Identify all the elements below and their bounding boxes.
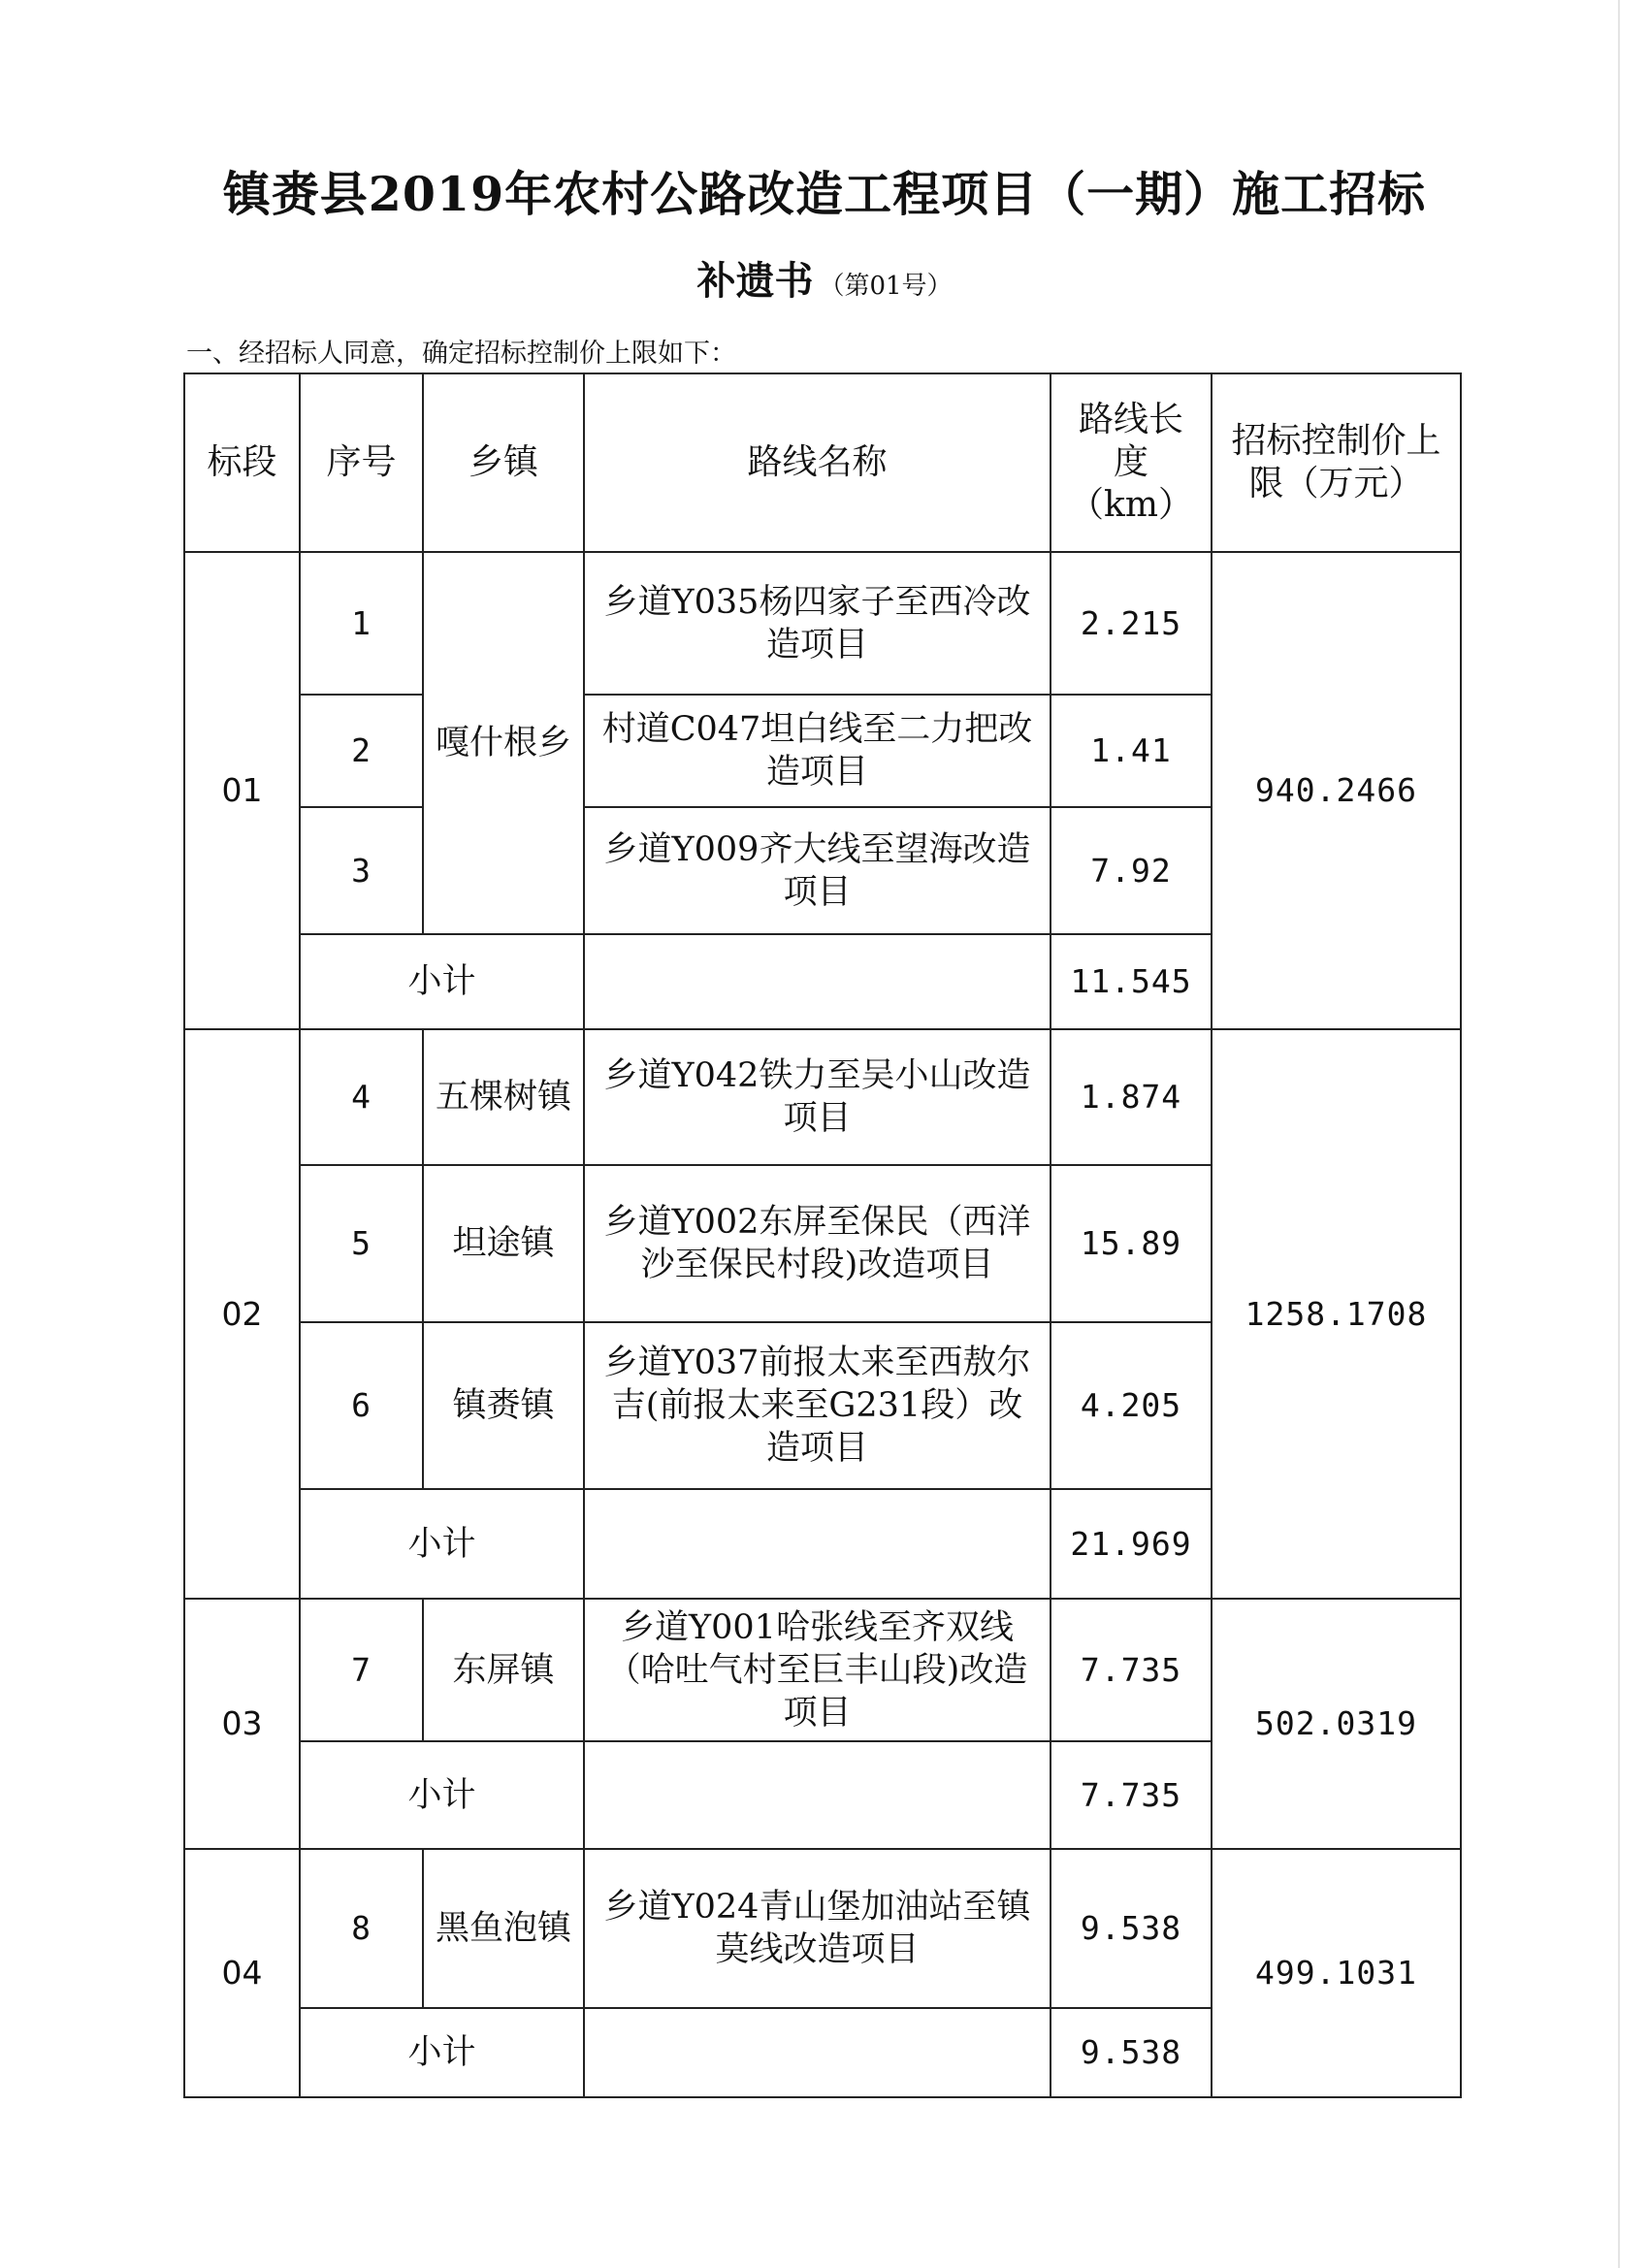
town-cell: 嘎什根乡	[423, 552, 584, 934]
seq-cell: 5	[300, 1165, 423, 1322]
table-row	[184, 1599, 1461, 1741]
seq-cell: 1	[300, 552, 423, 695]
seq-cell: 2	[300, 695, 423, 807]
subtotal-length: 7.735	[1051, 1741, 1212, 1849]
header-segment: 标段	[184, 373, 300, 552]
subtotal-length: 11.545	[1051, 934, 1212, 1029]
seq-cell: 3	[300, 807, 423, 934]
route-cell: 乡道Y002东屏至保民（西洋沙至保民村段)改造项目	[584, 1165, 1051, 1322]
route-cell: 乡道Y009齐大线至望海改造项目	[584, 807, 1051, 934]
subtotal-length: 21.969	[1051, 1489, 1212, 1599]
length-cell: 7.92	[1051, 807, 1212, 934]
empty-cell	[584, 2008, 1051, 2097]
subtotal-length: 9.538	[1051, 2008, 1212, 2097]
subtotal-label: 小计	[300, 934, 584, 1029]
empty-cell	[584, 1489, 1051, 1599]
town-cell: 五棵树镇	[423, 1029, 584, 1165]
table-row	[184, 1029, 1461, 1165]
seq-cell: 4	[300, 1029, 423, 1165]
town-cell: 镇赉镇	[423, 1322, 584, 1489]
price-cell: 502.0319	[1212, 1599, 1461, 1849]
route-cell: 乡道Y001哈张线至齐双线（哈吐气村至巨丰山段)改造项目	[584, 1599, 1051, 1741]
length-cell: 7.735	[1051, 1599, 1212, 1741]
length-cell: 2.215	[1051, 552, 1212, 695]
segment-cell: 02	[184, 1029, 300, 1599]
subtotal-label: 小计	[300, 1489, 584, 1599]
header-length: 路线长度（km）	[1051, 373, 1212, 552]
price-cell: 1258.1708	[1212, 1029, 1461, 1599]
town-cell: 东屏镇	[423, 1599, 584, 1741]
route-cell: 乡道Y042铁力至吴小山改造项目	[584, 1029, 1051, 1165]
seq-cell: 8	[300, 1849, 423, 2008]
document-title: 镇赉县2019年农村公路改造工程项目（一期）施工招标	[222, 166, 1427, 222]
empty-cell	[584, 934, 1051, 1029]
length-cell: 1.874	[1051, 1029, 1212, 1165]
intro-text: 一、经招标人同意，确定招标控制价上限如下：	[186, 339, 736, 369]
segment-cell: 01	[184, 552, 300, 1029]
table-header-row	[184, 373, 1461, 552]
length-cell: 15.89	[1051, 1165, 1212, 1322]
segment-cell: 03	[184, 1599, 300, 1849]
length-cell: 1.41	[1051, 695, 1212, 807]
segment-cell: 04	[184, 1849, 300, 2097]
document-subtitle	[0, 250, 1649, 306]
subtitle-main: 补遗书	[696, 258, 814, 304]
seq-cell: 6	[300, 1322, 423, 1489]
route-cell: 乡道Y037前报太来至西敖尔吉(前报太来至G231段）改造项目	[584, 1322, 1051, 1489]
route-cell: 村道C047坦白线至二力把改造项目	[584, 695, 1051, 807]
length-cell: 4.205	[1051, 1322, 1212, 1489]
table-row	[184, 1849, 1461, 2008]
bid-price-table	[183, 373, 1462, 2098]
empty-cell	[584, 1741, 1051, 1849]
header-seq: 序号	[300, 373, 423, 552]
header-price: 招标控制价上限（万元）	[1212, 373, 1461, 552]
subtotal-label: 小计	[300, 2008, 584, 2097]
table-row	[184, 552, 1461, 695]
header-route: 路线名称	[584, 373, 1051, 552]
subtitle-note: （第01号）	[819, 272, 953, 301]
header-town: 乡镇	[423, 373, 584, 552]
page-edge	[1618, 0, 1620, 2268]
length-cell: 9.538	[1051, 1849, 1212, 2008]
town-cell: 黑鱼泡镇	[423, 1849, 584, 2008]
seq-cell: 7	[300, 1599, 423, 1741]
price-cell: 499.1031	[1212, 1849, 1461, 2097]
subtotal-label: 小计	[300, 1741, 584, 1849]
route-cell: 乡道Y024青山堡加油站至镇莫线改造项目	[584, 1849, 1051, 2008]
town-cell: 坦途镇	[423, 1165, 584, 1322]
price-cell: 940.2466	[1212, 552, 1461, 1029]
route-cell: 乡道Y035杨四家子至西冷改造项目	[584, 552, 1051, 695]
